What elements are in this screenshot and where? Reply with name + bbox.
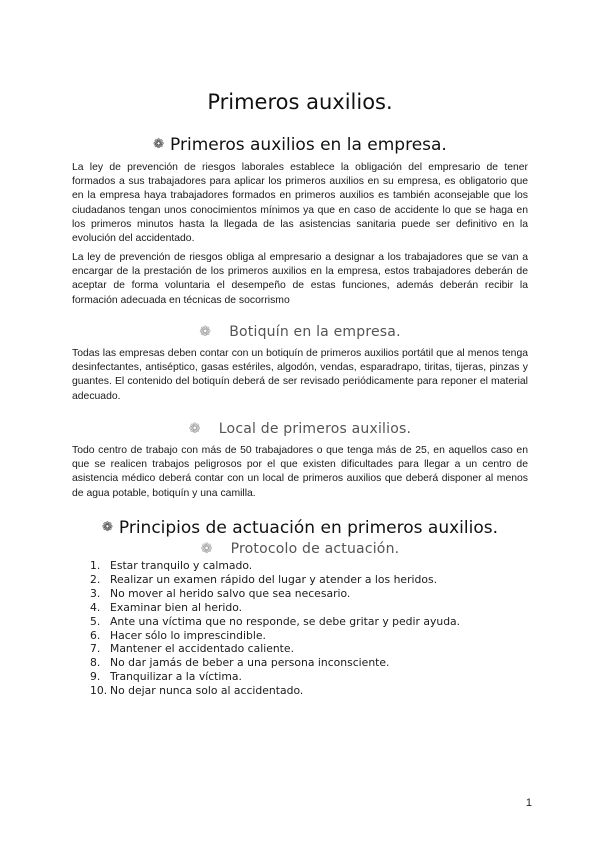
section-heading-local — [0, 421, 600, 437]
section-heading-principios — [0, 518, 600, 538]
paragraph-local: Todo centro de trabajo con más de 50 trabajadores o que tenga más de 25, en aquellos caso en que se realicen trabajos peligrosos por el que existen dificultades para llegar a un centro de asistencia médico deberá contar con un local de primeros auxilios que deberá disponer al menos de agua potable, botiquín y una camilla. — [72, 445, 528, 499]
list-item — [90, 573, 530, 587]
list-item — [90, 615, 530, 629]
list-item-number: 10. — [90, 684, 108, 698]
list-item-text: No dejar nunca solo al accidentado. — [110, 684, 304, 698]
list-item — [90, 684, 530, 698]
list-item-text: Realizar un examen rápido del lugar y atender a los heridos. — [110, 572, 438, 586]
section-heading-empresa — [0, 135, 600, 155]
section-heading-local-text: Local de primeros auxilios. — [218, 421, 412, 437]
paragraph-empresa-2: La ley de prevención de riesgos obliga al empresario a designar a los trabajadores que se van a encargar de la prestación de los primeros auxilios en la empresa, estos trabajadores deberán de aceptar de forma voluntaria el desempeño de estas funciones, además deberán recibir la formación adecuada en técnicas de socorrismo — [72, 252, 528, 306]
list-item-text: No dar jamás de beber a una persona inconsciente. — [110, 656, 390, 670]
flower-bullet-icon: ❁ — [101, 520, 113, 535]
list-item-text: No mover al herido salvo que sea necesario. — [110, 586, 351, 600]
flower-ornament-icon: ❁ — [188, 421, 201, 437]
list-item-number: 2. — [90, 572, 101, 586]
section-heading-botiquin-text: Botiquín en la empresa. — [229, 324, 401, 340]
page-number: 1 — [525, 797, 532, 809]
subheading-protocolo-text: Protocolo de actuación. — [230, 541, 400, 557]
list-item-text: Ante una víctima que no responde, se debe gritar y pedir ayuda. — [110, 614, 461, 628]
list-item-number: 8. — [90, 656, 101, 670]
list-item — [90, 587, 530, 601]
section-heading-botiquin — [0, 324, 600, 340]
list-item-text: Estar tranquilo y calmado. — [110, 559, 253, 572]
list-item-number: 4. — [90, 600, 101, 614]
list-item-text: Mantener el accidentado caliente. — [110, 642, 294, 656]
list-item — [90, 656, 530, 670]
section-heading-empresa-text: Primeros auxilios en la empresa. — [170, 135, 447, 155]
list-item-number: 5. — [90, 614, 101, 628]
list-item-text: Hacer sólo lo imprescindible. — [110, 628, 266, 642]
flower-ornament-icon: ❁ — [200, 541, 213, 557]
list-item-number: 9. — [90, 670, 101, 684]
paragraph-empresa-1: La ley de prevención de riesgos laborales establece la obligación del empresario de tener formados a sus trabajadores para aplicar los primeros auxilios en su empresa, es obligatorio que en la empresa haya trabajadores formados en primeros auxilios es también aconsejable que los ciudadanos tengan unos conocimientos mínimos ya que en caso de accidente lo que se haga en los primeros minutos hasta la llegada de las asistencias sanitaria puede ser definitivo en la evolución del accidentado. — [72, 162, 528, 245]
list-item-number: 6. — [90, 628, 101, 642]
protocol-steps-list — [90, 559, 530, 698]
list-item — [90, 559, 530, 573]
subheading-protocolo — [0, 541, 600, 557]
list-item — [90, 601, 530, 615]
list-item-number: 7. — [90, 642, 101, 656]
paragraph-botiquin: Todas las empresas deben contar con un botiquín de primeros auxilios portátil que al menos tenga desinfectantes, antiséptico, gasas estériles, algodón, vendas, esparadrapo, tiritas, tijeras, pinzas y guantes. El contenido del botiquín deberá de ser revisado periódicamente para reponer el material adecuado. — [72, 348, 528, 402]
list-item-text: Tranquilizar a la víctima. — [110, 670, 242, 684]
flower-ornament-icon: ❁ — [199, 324, 212, 340]
list-item-number: 1. — [90, 559, 101, 572]
list-item — [90, 629, 530, 643]
list-item-number: 3. — [90, 586, 101, 600]
list-item-text: Examinar bien al herido. — [110, 600, 243, 614]
page-title: Primeros auxilios. — [207, 90, 393, 114]
list-item — [90, 642, 530, 656]
section-heading-principios-text: Principios de actuación en primeros auxilios. — [118, 518, 499, 538]
list-item — [90, 670, 530, 684]
flower-bullet-icon: ❁ — [153, 137, 165, 152]
